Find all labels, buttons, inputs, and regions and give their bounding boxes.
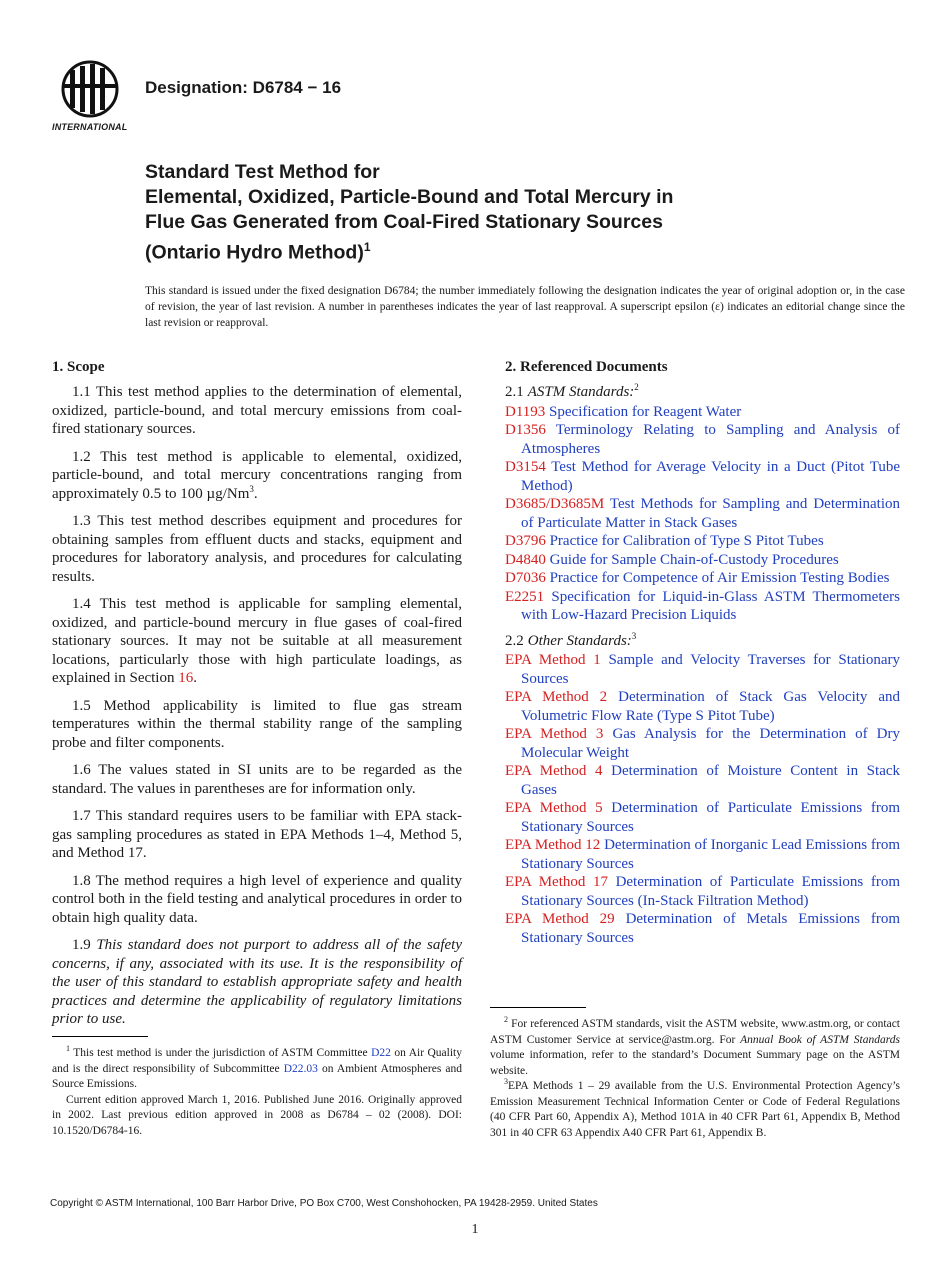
astm-logo [50, 56, 136, 134]
reference-item [505, 588, 900, 625]
reference-item [505, 762, 900, 799]
reference-item [505, 495, 900, 532]
scope-paragraph: 1.2 This test method is applicable to elemental, oxidized, particle-bound, and total mercury concentrations ranging from approximately 0.5 to 100 µg/Nm$^3$. [52, 448, 462, 502]
reference-title-link[interactable]: Determination of Particulate Emissions from Stationary Sources [521, 800, 900, 835]
title-footnote-mark: 1 [363, 240, 371, 254]
reference-code-link[interactable]: EPA Method 1 [505, 652, 601, 668]
reference-code-link[interactable]: D7036 [505, 570, 546, 586]
reference-code-link[interactable]: D4840 [505, 551, 546, 568]
reference-item [505, 458, 900, 495]
astm-standards-label: 2.1 ASTM Standards:$^2$ [505, 382, 639, 400]
other-standards-list [505, 651, 900, 947]
reference-item [505, 688, 900, 725]
reference-title-link[interactable]: Determination of Stack Gas Velocity and Volumetric Flow Rate (Type S Pitot Tube) [521, 689, 901, 724]
reference-item [505, 836, 900, 873]
footnote-1: $^1$ This test method is under the jurisdiction of ASTM Committee D22 on Air Quality and is the direct responsibility of Subcommittee D22.03 on Ambient Atmospheres and Source Emissions. [52, 1044, 463, 1090]
reference-title-link[interactable]: Determination of Metals Emissions from Stationary Sources [521, 911, 901, 946]
reference-title-link[interactable]: Guide for Sample Chain-of-Custody Procedures [549, 551, 839, 568]
reference-title-link[interactable]: Test Method for Average Velocity in a Duct (Pitot Tube Method) [521, 459, 900, 494]
reference-title-link[interactable]: Practice for Competence of Air Emission Testing Bodies [549, 570, 890, 586]
astm-standards-list [505, 403, 900, 625]
reference-title-link[interactable]: Determination of Moisture Content in Stack Gases [521, 763, 901, 798]
footnote-3: $^3$EPA Methods 1 – 29 available from the U.S. Environmental Protection Agency’s Emission Measurement Technical Information Center or Code of Federal Regulations (40 CFR Part 60, Appendix A), Method 101A in 40 CFR Part 61, Appendix B, Method 301 in 40 CFR 63 Appendix A40 CFR Part 61, Appendix B. [490, 1077, 900, 1139]
reference-item [505, 725, 900, 762]
referenced-documents-section [505, 357, 900, 947]
scope-paragraph: 1.1 This test method applies to the determination of elemental, oxidized, particle-bound, and total mercury emissions from coal-fired stationary sources. [52, 384, 462, 437]
designation: Designation: D6784 − 16 [145, 78, 342, 97]
title-line-4: (Ontario Hydro Method)$^1$ [145, 240, 371, 264]
section-16-link[interactable]: 16 [178, 670, 194, 686]
title-line-1: Standard Test Method for [145, 161, 380, 183]
reference-code-link[interactable]: EPA Method 17 [505, 874, 608, 890]
reference-item [505, 403, 900, 422]
reference-item [505, 873, 900, 910]
committee-d22-link[interactable]: D22 [371, 1047, 391, 1059]
scope-heading: 1. Scope [52, 359, 105, 375]
reference-code-link[interactable]: D1193 [505, 403, 546, 420]
title-line-2: Elemental, Oxidized, Particle-Bound and Total Mercury in [145, 186, 674, 208]
scope-section [52, 357, 462, 1038]
reference-code-link[interactable]: D3685/D3685M [505, 496, 605, 512]
intro-note: This standard is issued under the fixed designation D6784; the number immediately following the designation indicates the year of original adoption or, in the case of revision, the year of last revision. A number in parentheses indicates the year of last reapproval. A superscript epsilon (ε) indicates an editorial change since the last revision or reapproval. [145, 285, 905, 329]
reference-code-link[interactable]: D3796 [505, 533, 546, 549]
reference-title-link[interactable]: Sample and Velocity Traverses for Stationary Sources [521, 652, 901, 687]
scope-paragraph: 1.4 This test method is applicable for sampling elemental, oxidized, and particle-bound mercury in flue gases of coal-fired stationary sources. It may not be suitable at all measurement locations, particularly those with high particulate loadings, as explained in Section 16. [52, 596, 462, 686]
title-line-3: Flue Gas Generated from Coal-Fired Stationary Sources [145, 211, 663, 233]
reference-code-link[interactable]: EPA Method 5 [505, 800, 603, 816]
reference-item [505, 421, 900, 458]
scope-paragraph: 1.6 The values stated in SI units are to be regarded as the standard. The values in parentheses are for information only. [52, 762, 462, 797]
document-title [145, 160, 905, 266]
logo-label: INTERNATIONAL [52, 122, 128, 132]
scope-paragraph: 1.3 This test method describes equipment and procedures for obtaining samples from effluent ducts and stacks, equipment and procedures for laboratory analysis, and procedures for calculating results. [52, 513, 462, 585]
reference-title-link[interactable]: Test Methods for Sampling and Determination of Particulate Matter in Stack Gases [521, 496, 900, 531]
referenced-documents-heading: 2. Referenced Documents [505, 359, 668, 375]
reference-code-link[interactable]: EPA Method 2 [505, 689, 608, 705]
reference-title-link[interactable]: Specification for Reagent Water [549, 403, 742, 420]
reference-title-link[interactable]: Specification for Liquid-in-Glass ASTM Thermometers with Low-Hazard Precision Liquids [521, 588, 900, 623]
page-number: 1 [471, 1222, 479, 1237]
scope-paragraph: 1.7 This standard requires users to be familiar with EPA stack-gas sampling procedures as stated in EPA Methods 1–4, Method 5, and Method 17. [52, 808, 462, 861]
reference-code-link[interactable]: EPA Method 4 [505, 763, 603, 779]
scope-paragraph: 1.9 This standard does not purport to address all of the safety concerns, if any, associated with its use. It is the responsibility of the user of this standard to establish appropriate safety and health practices and determine the applicability of regulatory limitations prior to use. [52, 937, 463, 1027]
copyright: Copyright © ASTM International, 100 Barr Harbor Drive, PO Box C700, West Conshohocken, PA 19428-2959. United States [50, 1198, 598, 1209]
reference-code-link[interactable]: E2251 [505, 588, 545, 605]
reference-item [505, 551, 900, 570]
reference-title-link[interactable]: Gas Analysis for the Determination of Dry Molecular Weight [521, 726, 900, 761]
reference-code-link[interactable]: EPA Method 3 [505, 726, 604, 742]
reference-title-link[interactable]: Determination of Particulate Emissions from Stationary Sources (In-Stack Filtration Method) [521, 874, 901, 909]
footnotes-right [490, 1017, 900, 1141]
scope-paragraph: 1.8 The method requires a high level of experience and quality control both in the field testing and analytical procedures in order to obtain high quality data. [52, 872, 462, 926]
reference-title-link[interactable]: Determination of Inorganic Lead Emissions from Stationary Sources [521, 837, 901, 872]
reference-item [505, 532, 900, 551]
reference-code-link[interactable]: EPA Method 29 [505, 911, 615, 927]
footnotes-left [52, 1046, 462, 1139]
footnote-2: $^2$ For referenced ASTM standards, visit the ASTM website, www.astm.org, or contact ASTM Customer Service at service@astm.org. For Annual Book of ASTM Standards volume information, refer to the standard’s Document Summary page on the ASTM website. [490, 1015, 900, 1077]
reference-code-link[interactable]: D3154 [505, 459, 546, 475]
footnote-1-edition: Current edition approved March 1, 2016. Published June 2016. Originally approved in 2002. Last previous edition approved in 2008 as D6784 – 02 (2008). DOI: 10.1520/D6784-16. [52, 1093, 462, 1137]
footnote-rule [52, 1036, 148, 1037]
scope-paragraph: 1.5 Method applicability is limited to flue gas stream temperatures within the thermal stability range of the sampling probe and filter components. [52, 697, 462, 751]
reference-title-link[interactable]: Terminology Relating to Sampling and Analysis of Atmospheres [521, 422, 900, 457]
reference-item [505, 910, 900, 947]
subcommittee-d22-03-link[interactable]: D22.03 [283, 1062, 318, 1075]
reference-title-link[interactable]: Practice for Calibration of Type S Pitot Tubes [549, 533, 824, 549]
reference-code-link[interactable]: EPA Method 12 [505, 837, 601, 853]
reference-code-link[interactable]: D1356 [505, 422, 546, 438]
reference-item [505, 651, 900, 688]
footnote-rule [490, 1007, 586, 1008]
reference-item [505, 569, 900, 588]
other-standards-label: 2.2 Other Standards:$^3$ [505, 630, 637, 649]
reference-item [505, 799, 900, 836]
